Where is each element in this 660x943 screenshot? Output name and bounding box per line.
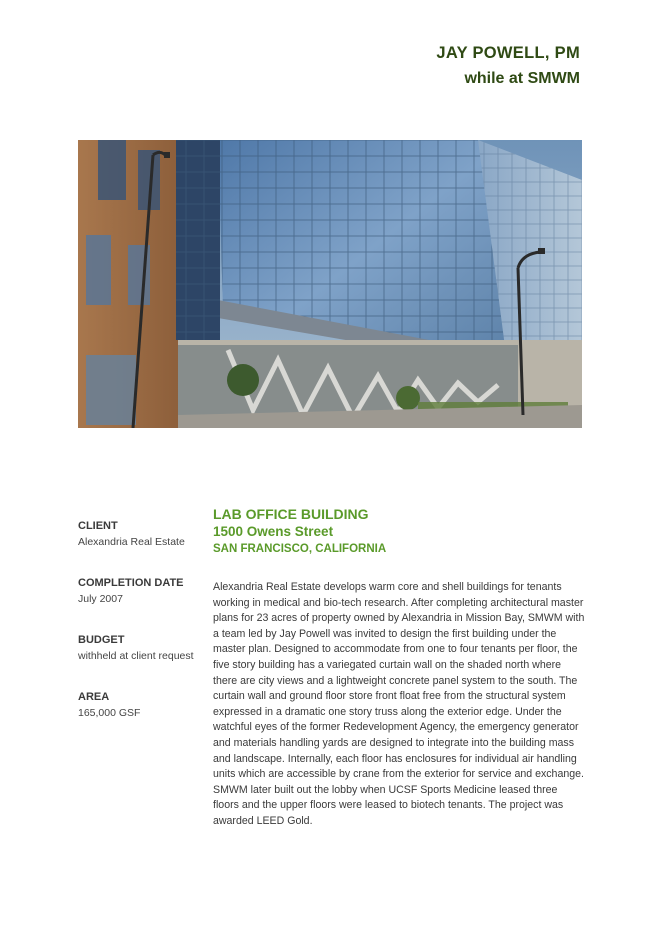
client-label: CLIENT [78,520,118,532]
completion-label: COMPLETION DATE [78,577,184,589]
project-facts [78,520,208,748]
building-photo [78,140,582,428]
project-title: LAB OFFICE BUILDING [213,506,369,522]
client-field [78,520,208,550]
budget-label: BUDGET [78,634,125,646]
area-label: AREA [78,691,110,703]
project-address: 1500 Owens Street [213,524,334,539]
budget-field [78,634,208,664]
project-description: Alexandria Real Estate develops warm core and shell buildings for tenants working in medical and bio-tech research. After completing architectural master plans for 23 acres of property owned by Alexandria in Mission Bay, SMWM with a team led by Jay Powell was invited to design the first building under the master plan. Designed to accommodate from one to four tenants per floor, the five story building has a variegated curtain wall on the shaded north where there are city views and a lightweight concrete panel system to the south. The curtain wall and ground floor store front float free from the structural system expressed in a dramatic one story truss along the exterior edge. Under the watchful eyes of the former Redevelopment Agency, the emergency generator and materials handling yards are designed to integrate into the building mass and landscape. Internally, each floor has enclosures for individual air handling units which are accessible by crane from the exterior for service and exchange. SMWM later built out the lobby when UCSF Sports Medicine leased three floors and the upper floors were leased to biotech tenants. The project was awarded LEED Gold. [213,581,585,827]
area-value: 165,000 GSF [78,707,141,719]
page-header [436,42,580,90]
completion-field [78,577,208,607]
completion-value: July 2007 [78,593,123,605]
author-name: JAY POWELL, PM [436,44,580,62]
budget-value: withheld at client request [78,650,194,662]
author-subtitle: while at SMWM [464,70,580,87]
project-city: SAN FRANCISCO, CALIFORNIA [213,543,387,555]
area-field [78,691,208,721]
project-main [213,506,585,830]
client-value: Alexandria Real Estate [78,536,185,548]
